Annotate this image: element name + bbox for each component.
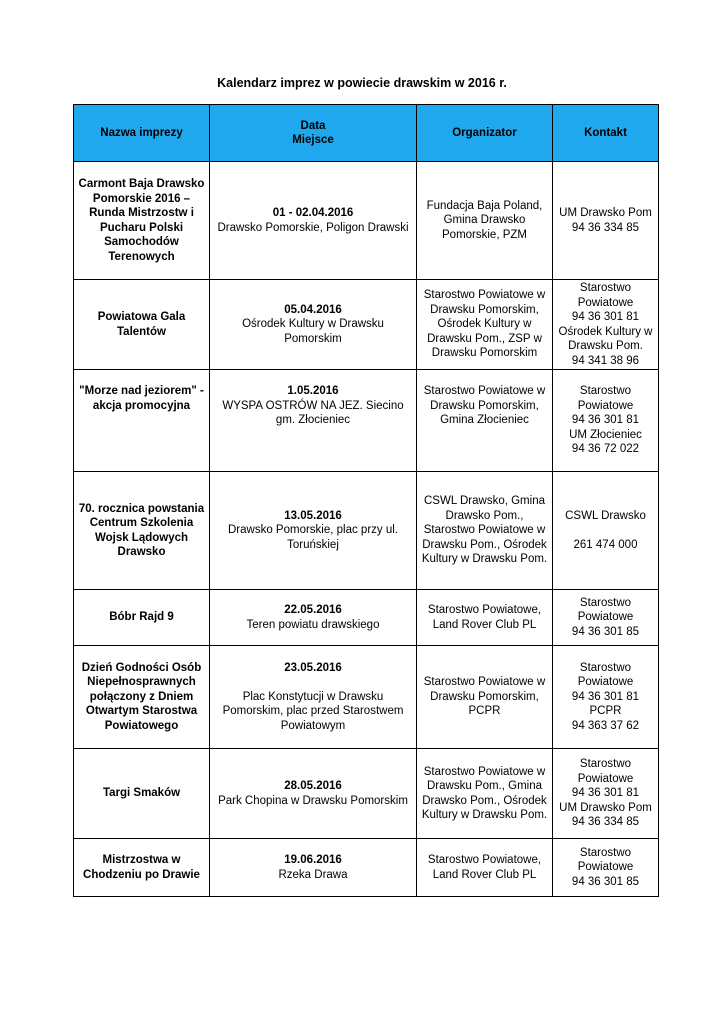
contact-line: CSWL Drawsko: [565, 510, 646, 522]
contact-line: 94 363 37 62: [571, 719, 640, 732]
contact-line: Ośrodek Kultury w Drawsku Pom.: [558, 325, 653, 352]
event-contact: [553, 370, 659, 472]
table-row: [74, 280, 659, 370]
contact-line: 94 36 334 85: [571, 221, 640, 234]
event-date-place: [210, 749, 417, 839]
contact-line: 94 36 301 81: [571, 690, 640, 703]
contact-line: Starostwo Powiatowe: [577, 758, 634, 785]
contact-line: 94 36 334 85: [571, 816, 640, 829]
event-place: WYSPA OSTRÓW NA JEZ. Siecino gm. Złocieniec: [222, 399, 404, 426]
table-row: [74, 749, 659, 839]
events-table: [73, 104, 659, 897]
event-contact: [553, 646, 659, 749]
event-date-place: [210, 472, 417, 590]
table-row: [74, 646, 659, 749]
event-date: 1.05.2016: [287, 385, 339, 397]
event-place: Teren powiatu drawskiego: [246, 618, 380, 631]
header-date-label: Data: [300, 119, 326, 132]
event-place: Ośrodek Kultury w Drawsku Pomorskim: [242, 318, 384, 345]
event-name: Bóbr Rajd 9: [74, 590, 210, 646]
table-row: [74, 162, 659, 280]
contact-line: 94 36 301 81: [571, 311, 640, 323]
event-date-place: [210, 162, 417, 280]
event-date-place: [210, 280, 417, 370]
contact-line: 94 36 72 022: [571, 443, 640, 455]
event-contact: [553, 472, 659, 590]
page-title: Kalendarz imprez w powiecie drawskim w 2016 r.: [217, 76, 507, 90]
event-name: "Morze nad jeziorem" - akcja promocyjna: [74, 370, 210, 472]
event-contact: [553, 749, 659, 839]
event-organizer: Starostwo Powiatowe w Drawsku Pomorskim, Ośrodek Kultury w Drawsku Pom., ZSP w Drawsku Pomorskim: [417, 280, 553, 370]
event-name: Targi Smaków: [74, 749, 210, 839]
table-header-row: [74, 105, 659, 162]
event-date: 05.04.2016: [284, 303, 342, 316]
contact-line: 261 474 000: [573, 538, 638, 551]
event-date: 19.06.2016: [284, 854, 342, 866]
event-organizer: Starostwo Powiatowe w Drawsku Pomorskim, Gmina Złocieniec: [417, 370, 553, 472]
table-row: [74, 839, 659, 897]
event-contact: [553, 280, 659, 370]
event-name: Mistrzostwa w Chodzeniu po Drawie: [74, 839, 210, 897]
event-date: 13.05.2016: [284, 509, 342, 522]
event-place: Drawsko Pomorskie, Poligon Drawski: [217, 221, 409, 234]
contact-line: 94 36 301 81: [571, 414, 640, 426]
header-name: [74, 105, 210, 162]
contact-line: UM Drawsko Pom: [559, 207, 652, 219]
header-date-place: [210, 105, 417, 162]
contact-line: Starostwo Powiatowe: [577, 385, 634, 412]
contact-line: 94 36 301 85: [571, 625, 640, 638]
event-name: Dzień Godności Osób Niepełnosprawnych połączony z Dniem Otwartym Starostwa Powiatowego: [74, 646, 210, 749]
event-date: 23.05.2016: [284, 662, 342, 674]
header-organizer: [417, 105, 553, 162]
event-name: 70. rocznica powstania Centrum Szkolenia Wojsk Lądowych Drawsko: [74, 472, 210, 590]
event-date: 28.05.2016: [284, 780, 342, 792]
contact-line: 94 341 38 96: [571, 354, 640, 367]
event-organizer: Starostwo Powiatowe, Land Rover Club PL: [417, 590, 553, 646]
event-date: 22.05.2016: [284, 604, 342, 616]
event-place: Rzeka Drawa: [278, 868, 348, 881]
contact-line: 94 36 301 81: [571, 787, 640, 800]
table-row: [74, 370, 659, 472]
event-name: Carmont Baja Drawsko Pomorskie 2016 – Runda Mistrzostw i Pucharu Polski Samochodów Terenowych: [74, 162, 210, 280]
contact-line: UM Złocieniec: [569, 428, 642, 441]
event-place: Drawsko Pomorskie, plac przy ul. Toruńskiej: [228, 524, 398, 551]
event-organizer: Starostwo Powiatowe w Drawsku Pom., Gmina Drawsko Pom., Ośrodek Kultury w Drawsku Pom.: [417, 749, 553, 839]
event-contact: [553, 839, 659, 897]
event-organizer: Fundacja Baja Poland, Gmina Drawsko Pomorskie, PZM: [417, 162, 553, 280]
event-contact: [553, 162, 659, 280]
event-contact: [553, 590, 659, 646]
date-spacer: [214, 676, 412, 690]
header-place-label: Miejsce: [292, 134, 334, 146]
event-date: 01 - 02.04.2016: [272, 207, 354, 219]
contact-line: Starostwo Powiatowe: [577, 596, 634, 624]
contact-line: UM Drawsko Pom: [559, 801, 652, 814]
contact-line: 94 36 301 85: [571, 875, 640, 888]
event-organizer: CSWL Drawsko, Gmina Drawsko Pom., Starostwo Powiatowe w Drawsku Pom., Ośrodek Kultury w Drawsku Pom.: [417, 472, 553, 590]
event-date-place: [210, 646, 417, 749]
event-date-place: [210, 370, 417, 472]
header-contact: [553, 105, 659, 162]
event-organizer: Starostwo Powiatowe, Land Rover Club PL: [417, 839, 553, 897]
table-row: [74, 590, 659, 646]
contact-spacer: [557, 524, 654, 538]
event-date-place: [210, 590, 417, 646]
contact-line: Starostwo Powiatowe: [577, 282, 634, 309]
event-place: Plac Konstytucji w Drawsku Pomorskim, plac przed Starostwem Powiatowym: [222, 690, 404, 732]
header-contact-label: Kontakt: [584, 126, 627, 139]
contact-line: Starostwo Powiatowe: [577, 661, 634, 689]
header-organizer-label: Organizator: [452, 126, 517, 139]
contact-line: PCPR: [589, 705, 622, 718]
event-date-place: [210, 839, 417, 897]
event-place: Park Chopina w Drawsku Pomorskim: [218, 794, 408, 807]
event-organizer: Starostwo Powiatowe w Drawsku Pomorskim, PCPR: [417, 646, 553, 749]
table-row: [74, 472, 659, 590]
header-name-label: Nazwa imprezy: [100, 126, 183, 139]
event-name: Powiatowa Gala Talentów: [74, 280, 210, 370]
contact-line: Starostwo Powiatowe: [577, 846, 634, 874]
